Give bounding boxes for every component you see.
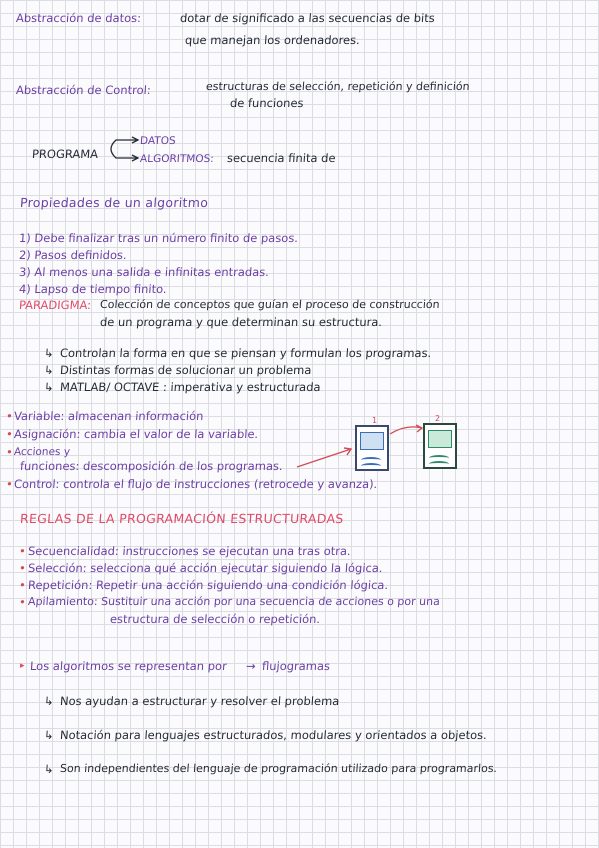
programa-label: PROGRAMA: [31, 147, 99, 161]
propiedad-1: 1) Debe finalizar tras un número finito de pasos.: [18, 231, 299, 245]
regla-secuencialidad: Secuencialidad: instrucciones se ejecutan una tras otra.: [27, 544, 352, 558]
flujograma-ventaja-2: Notación para lenguajes estructurados, modulares y orientados a objetos.: [59, 728, 488, 742]
regla-apilamiento-cont: estructura de selección o repetición.: [109, 612, 321, 626]
arrow-to-figure-icon: [295, 445, 355, 470]
bullet-icon: •: [18, 561, 27, 575]
propiedad-2: 2) Pasos definidos.: [18, 248, 128, 262]
regla-seleccion: Selección: selecciona qué acción ejecutar siguiendo la lógica.: [27, 561, 384, 575]
bullet-acciones: Acciones y: [13, 446, 71, 458]
bullet-variable: Variable: almacenan información: [13, 409, 204, 423]
regla-repeticion: Repetición: Repetir una acción siguiendo una condición lógica.: [27, 578, 389, 592]
programa-branch-icon: [104, 134, 140, 164]
abstraccion-datos-def: dotar de significado a las secuencias de bits: [179, 11, 436, 25]
bullet-icon: •: [5, 409, 14, 423]
paradigma-sub-1: Controlan la forma en que se piensan y formulan los programas.: [59, 346, 432, 360]
bullet-icon: •: [18, 578, 27, 592]
paradigma-def: Colección de conceptos que guían el proceso de construcción: [99, 298, 441, 311]
abstraccion-control-def-cont: de funciones: [229, 96, 305, 110]
paradigma-sub-2: Distintas formas de solucionar un problema: [59, 363, 312, 377]
arrow-icon: →: [245, 659, 257, 673]
datos-label: DATOS: [139, 135, 177, 147]
abstraccion-datos-def-cont: que manejan los ordenadores.: [184, 33, 361, 47]
flujogramas-label: flujogramas: [261, 659, 331, 673]
regla-apilamiento: Apilamiento: Sustituir una acción por una secuencia de acciones o por una: [27, 595, 441, 608]
bullet-icon: •: [5, 427, 14, 441]
flujograma-ventaja-3: Son independientes del lenguaje de programación utilizado para programarlos.: [59, 762, 498, 775]
abstraccion-datos-label: Abstracción de datos:: [15, 11, 142, 25]
bullet-icon: •: [5, 477, 14, 491]
flujogramas-intro: Los algoritmos se representan por: [29, 659, 228, 673]
document-icon: [355, 425, 389, 471]
abstraccion-control-label: Abstracción de Control:: [15, 83, 152, 97]
bullet-funciones: funciones: descomposición de los programas.: [19, 459, 284, 473]
hook-icon: ↳: [43, 694, 55, 708]
reglas-title: REGLAS DE LA PROGRAMACIÓN ESTRUCTURADAS: [19, 511, 345, 526]
algoritmos-label: ALGORITMOS:: [139, 153, 215, 165]
abstraccion-control-def: estructuras de selección, repetición y definición: [205, 80, 471, 93]
bullet-control: Control: controla el flujo de instrucciones (retrocede y avanza).: [13, 477, 378, 491]
propiedad-4: 4) Lapso de tiempo finito.: [18, 282, 168, 296]
paradigma-def-cont: de un programa y que determinan su estructura.: [99, 315, 383, 329]
flujograma-ventaja-1: Nos ayudan a estructurar y resolver el problema: [59, 694, 340, 708]
hook-icon: ↳: [43, 380, 55, 394]
figure-number-2: 2: [435, 414, 441, 423]
bullet-icon: •: [5, 445, 14, 459]
figure-number-1: 1: [372, 416, 378, 425]
document-icon: [423, 423, 457, 469]
bullet-icon: •: [18, 544, 27, 558]
paradigma-label: PARADIGMA:: [18, 298, 92, 312]
bullet-icon: •: [18, 595, 27, 609]
paradigma-sub-3: MATLAB/ OCTAVE : imperativa y estructurada: [59, 380, 322, 394]
propiedades-title: Propiedades de un algoritmo: [19, 195, 209, 210]
bullet-asignacion: Asignación: cambia el valor de la variable.: [13, 427, 259, 441]
algoritmos-def: secuencia finita de: [226, 151, 337, 165]
hook-icon: ↳: [43, 346, 55, 360]
hook-icon: ↳: [43, 728, 55, 742]
hook-icon: ↳: [43, 363, 55, 377]
flow-triangle-icon: ▸: [19, 661, 25, 671]
hook-icon: ↳: [43, 762, 55, 776]
propiedad-3: 3) Al menos una salida e infinitas entradas.: [18, 265, 270, 279]
arrow-between-docs-icon: [388, 422, 426, 438]
